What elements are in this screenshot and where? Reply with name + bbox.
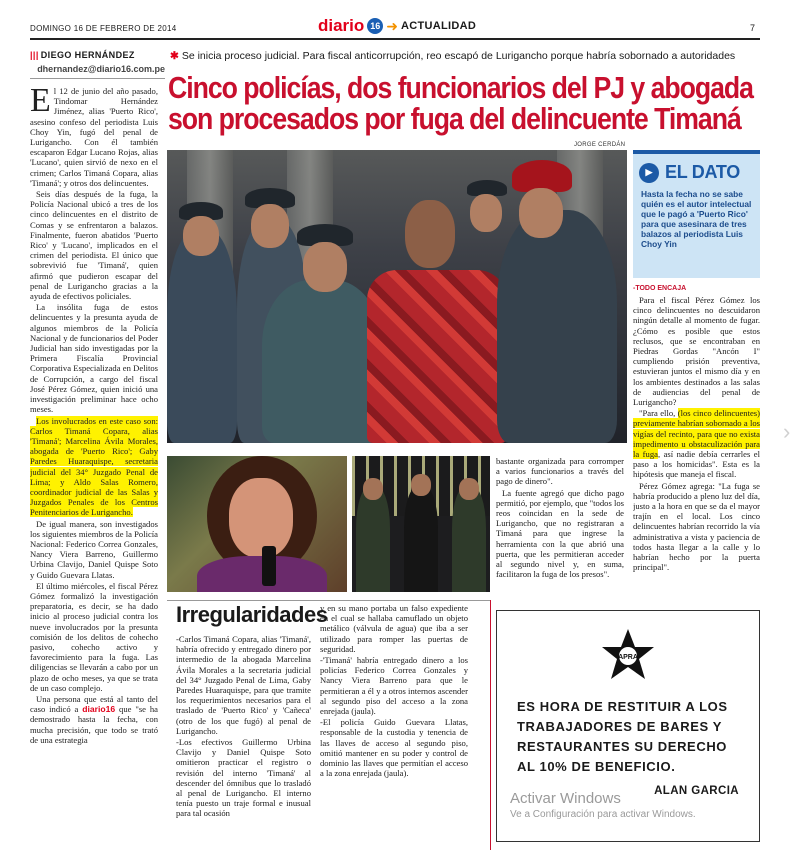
brand-name: diario xyxy=(318,16,365,35)
article-right-column xyxy=(633,295,760,600)
inline-brand: diario16 xyxy=(82,704,116,715)
newspaper-brand xyxy=(318,16,476,36)
subsection-title: Irregularidades xyxy=(176,602,328,627)
ad-signature: ALAN GARCIA xyxy=(654,785,739,797)
microphone-icon xyxy=(262,546,276,586)
info-box-title: EL DATO xyxy=(665,162,740,182)
brand-number-icon: 16 xyxy=(367,18,383,34)
paragraph: l 12 de junio del año pasado, Tindomar Hernández Jiménez, alias 'Puerto Rico', asesino confeso del periodista Luis Choy Yin, fugó del penal de Lurigancho. Con él también escaparon Edgar Lucano Rojas, alias 'Lucano', quien sirvió de nexo en el crimen; Carlos Timaná Copara, alias 'Timaná'; y otros dos delincuentes. xyxy=(30,86,158,188)
section-tag: -TODO ENCAJA xyxy=(633,285,687,292)
info-box-text: Hasta la fecha no se sabe quién es el autor intelectual que le pagó a 'Puerto Rico' para que asesinara de tres balazos al periodista Luis Choy Yin xyxy=(641,189,752,249)
arrow-icon: ➜ xyxy=(386,17,399,34)
headline-line-2: son procesados por fuga del delincuente Timaná xyxy=(168,101,741,136)
paragraph: La insólita fuga de estos delincuentes y la presunta ayuda de algunos miembros de la Policía Nacional y de funcionarios del Poder Judicial han sido investigadas por la Primera Fiscalía Provincial Corporativa Especializada en Delitos de Corrupción, a cargo del fiscal José Pérez Gómez, quien inició una investigación preliminar hace ocho meses. xyxy=(30,302,158,415)
asterisk-icon: ✱ xyxy=(170,50,179,62)
paragraph: -'Timaná' habría entregado dinero a los policías Federico Correa Gonzales y Nancy Viera Barreno para que le permitieran a él y a otros internos ascender al segundo piso del acceso a la zona enrejada (jaula). xyxy=(320,655,468,717)
paragraph: -Carlos Timaná Copara, alias 'Timaná', habría ofrecido y entregado dinero por intermedio de la abogada Marcelina Ávila Morales a la secretaria judicial del 34° Juzgado Penal de Lima, Gaby Paredes Huaraquispe, para que tramite los requerimientos necesarios para el traslado de 'Puerto Rico' y 'Cañeca' (otro de los que fugó) al penal de Lurigancho. xyxy=(176,634,311,736)
page-header xyxy=(0,0,800,44)
subsection-divider xyxy=(167,600,491,601)
paragraph: Para el fiscal Pérez Gómez los cinco delincuentes no descuidaron ningún detalle al momento de fugar. ¿Cómo es posible que estos reclusos, que se encontraban en Piedras Gordas "Ancón I" cumpliendo prisión preventiva, estuvieran juntos el mismo día y en los ambientes destinados a las salas de audiencias del penal de Lurigancho? xyxy=(633,295,760,408)
header-divider xyxy=(30,38,760,40)
chevron-right-icon[interactable]: › xyxy=(783,419,791,444)
highlighted-paragraph: Los involucrados en este caso son: Carlos Timaná Copara, alias 'Timaná'; Marcelina Ávila Morales, abogada de 'Puerto Rico'; Gaby Paredes Huaraquispe, secretaria judicial del 34° Juzgado Penal de Lima; y Aldo Salas Romero, coordinador judicial de las Salas y Juzgados Penales de los Centros Penitenciarios de Lurigancho. xyxy=(30,415,158,518)
paragraph: Seis días después de la fuga, la Policía Nacional ubicó a tres de los cinco delincuentes en el distrito de Comas y se enfrentaron a balazos. Finalmente, fueron abatidos 'Puerto Rico' y 'Lucano', implicados en el crimen del periodista. El único que sobrevivió fue 'Timaná', quien afirmó que pudieron escapar del penal de Lurigancho gracias a la ayuda de efectivos policiales. xyxy=(30,189,158,302)
windows-activation-watermark: Activar Windows Ve a Configuración para activar Windows. xyxy=(510,790,696,820)
paragraph: -Los efectivos Guillermo Urbina Clavijo y Daniel Quispe Soto omitieron practicar el registro o revisión del interno 'Timaná' al descender del ómnibus que lo trasladó al penal de Lurigancho. El interno tenía puesto un traje formal e inusual para tal ocasión xyxy=(176,737,311,819)
issue-date: DOMINGO 16 DE FEBRERO DE 2014 xyxy=(30,24,177,33)
page-number: 7 xyxy=(750,23,756,33)
portrait-photo xyxy=(167,456,347,592)
detainee-photo xyxy=(352,456,490,592)
drop-cap: E xyxy=(30,86,51,119)
article-middle-column xyxy=(496,456,624,606)
paragraph: El último miércoles, el fiscal Pérez Gómez formalizó la investigación preparatoria, es decir, se ha dado inicio al proceso judicial contra los nueve involucrados por la presunta comisión de los delitos de cohecho pasivo, cohecho activo y favorecimiento para la fuga. Las diligencias se llevarán a cabo por un plazo de ocho meses, ya que se trata de un caso complejo. xyxy=(30,580,158,693)
irregularities-column-1 xyxy=(176,634,311,854)
paragraph: bastante organizada para corromper a varios funcionarios a través del pago de dinero". xyxy=(496,456,624,487)
irregularities-column-2 xyxy=(320,603,468,823)
byline-divider xyxy=(30,78,165,79)
paragraph: "Para ello, (los cinco delincuentes) previamente habrían sobornado a los vigías del recinto, para que no exista impedimento u obstaculización para la fuga, así nadie debía cerrarles el paso a los homicidas". Esta es la hipótesis que maneja el fiscal. xyxy=(633,408,760,480)
author-name: DIEGO HERNÁNDEZ xyxy=(40,50,135,60)
paragraph: -El policía Guido Guevara Llatas, responsable de la custodia y tenencia de las llaves de acceso al segundo piso, omitió mantener en su poder y control de dominio las llaves que permitían el acceso a la zona enrejada (jaula). xyxy=(320,717,468,779)
section-name: ACTUALIDAD xyxy=(401,20,477,32)
apra-star-logo xyxy=(600,627,656,683)
headline-line-1: Cinco policías, dos funcionarios del PJ y abogada xyxy=(168,70,753,105)
article-left-column xyxy=(30,86,158,846)
kicker: ✱ Se inicia proceso judicial. Para fiscal anticorrupción, reo escapó de Lurigancho porque habría sobornado a autoridades xyxy=(170,50,736,62)
headline xyxy=(168,70,753,136)
bars-icon: ||| xyxy=(30,50,39,60)
author-email: dhernandez@diario16.com.pe xyxy=(37,64,165,74)
play-icon: ▶ xyxy=(639,163,659,183)
logo-text: APRA xyxy=(618,654,638,661)
author-byline xyxy=(30,50,165,79)
column-divider xyxy=(490,600,491,850)
paragraph: y en su mano portaba un falso expediente en el cual se hallaba camuflado un objeto metálico (válvula de agua) que iba a ser utilizado para romper las puertas de seguridad. xyxy=(320,603,468,654)
paragraph: Pérez Gómez agrega: "La fuga se habría producido a pleno luz del día, justo a la hora en que se da el mayor trajín en el local. Los cinco delincuentes habrían recorrido la vía administrativa a vista y paciencia de todos hasta llegar a la calle y lo habrían hecho por la puerta principal". xyxy=(633,480,760,573)
highlighted-quote: (los cinco delincuentes) previamente habrían sobornado a los vigías del recinto, para que no exista impedimento u obstaculización para la fuga xyxy=(633,408,760,460)
paragraph: La fuente agregó que dicho pago permitió, por ejemplo, que "todos los reos coincidan en la sede de Lurigancho, que no registraran a Timaná para que ingrese la herramienta con la que abrió una puerta, que les permitieran acceder al segundo nivel y, en suma, facilitaron la fuga de los presos". xyxy=(496,487,624,580)
main-photo xyxy=(167,150,627,443)
ad-message: ES HORA DE RESTITUIR A LOS TRABAJADORES DE BARES Y RESTAURANTES SU DERECHO AL 10% DE BENEFICIO. xyxy=(517,699,728,774)
photo-credit: JORGE CERDÁN xyxy=(574,142,626,148)
paragraph: Una persona que está al tanto del caso indicó a diario16 que "se ha demostrado hasta la fecha, con mucha precisión, que todo se trató de una estrategia xyxy=(30,693,158,745)
paragraph: De igual manera, son investigados los siguientes miembros de la Policía Nacional: Federico Correa Gonzales, Nancy Viera Barreno, Guillermo Urbina Clavijo, Daniel Quispe Soto y Guido Guevara Llatas. xyxy=(30,518,158,580)
info-box xyxy=(633,150,760,278)
